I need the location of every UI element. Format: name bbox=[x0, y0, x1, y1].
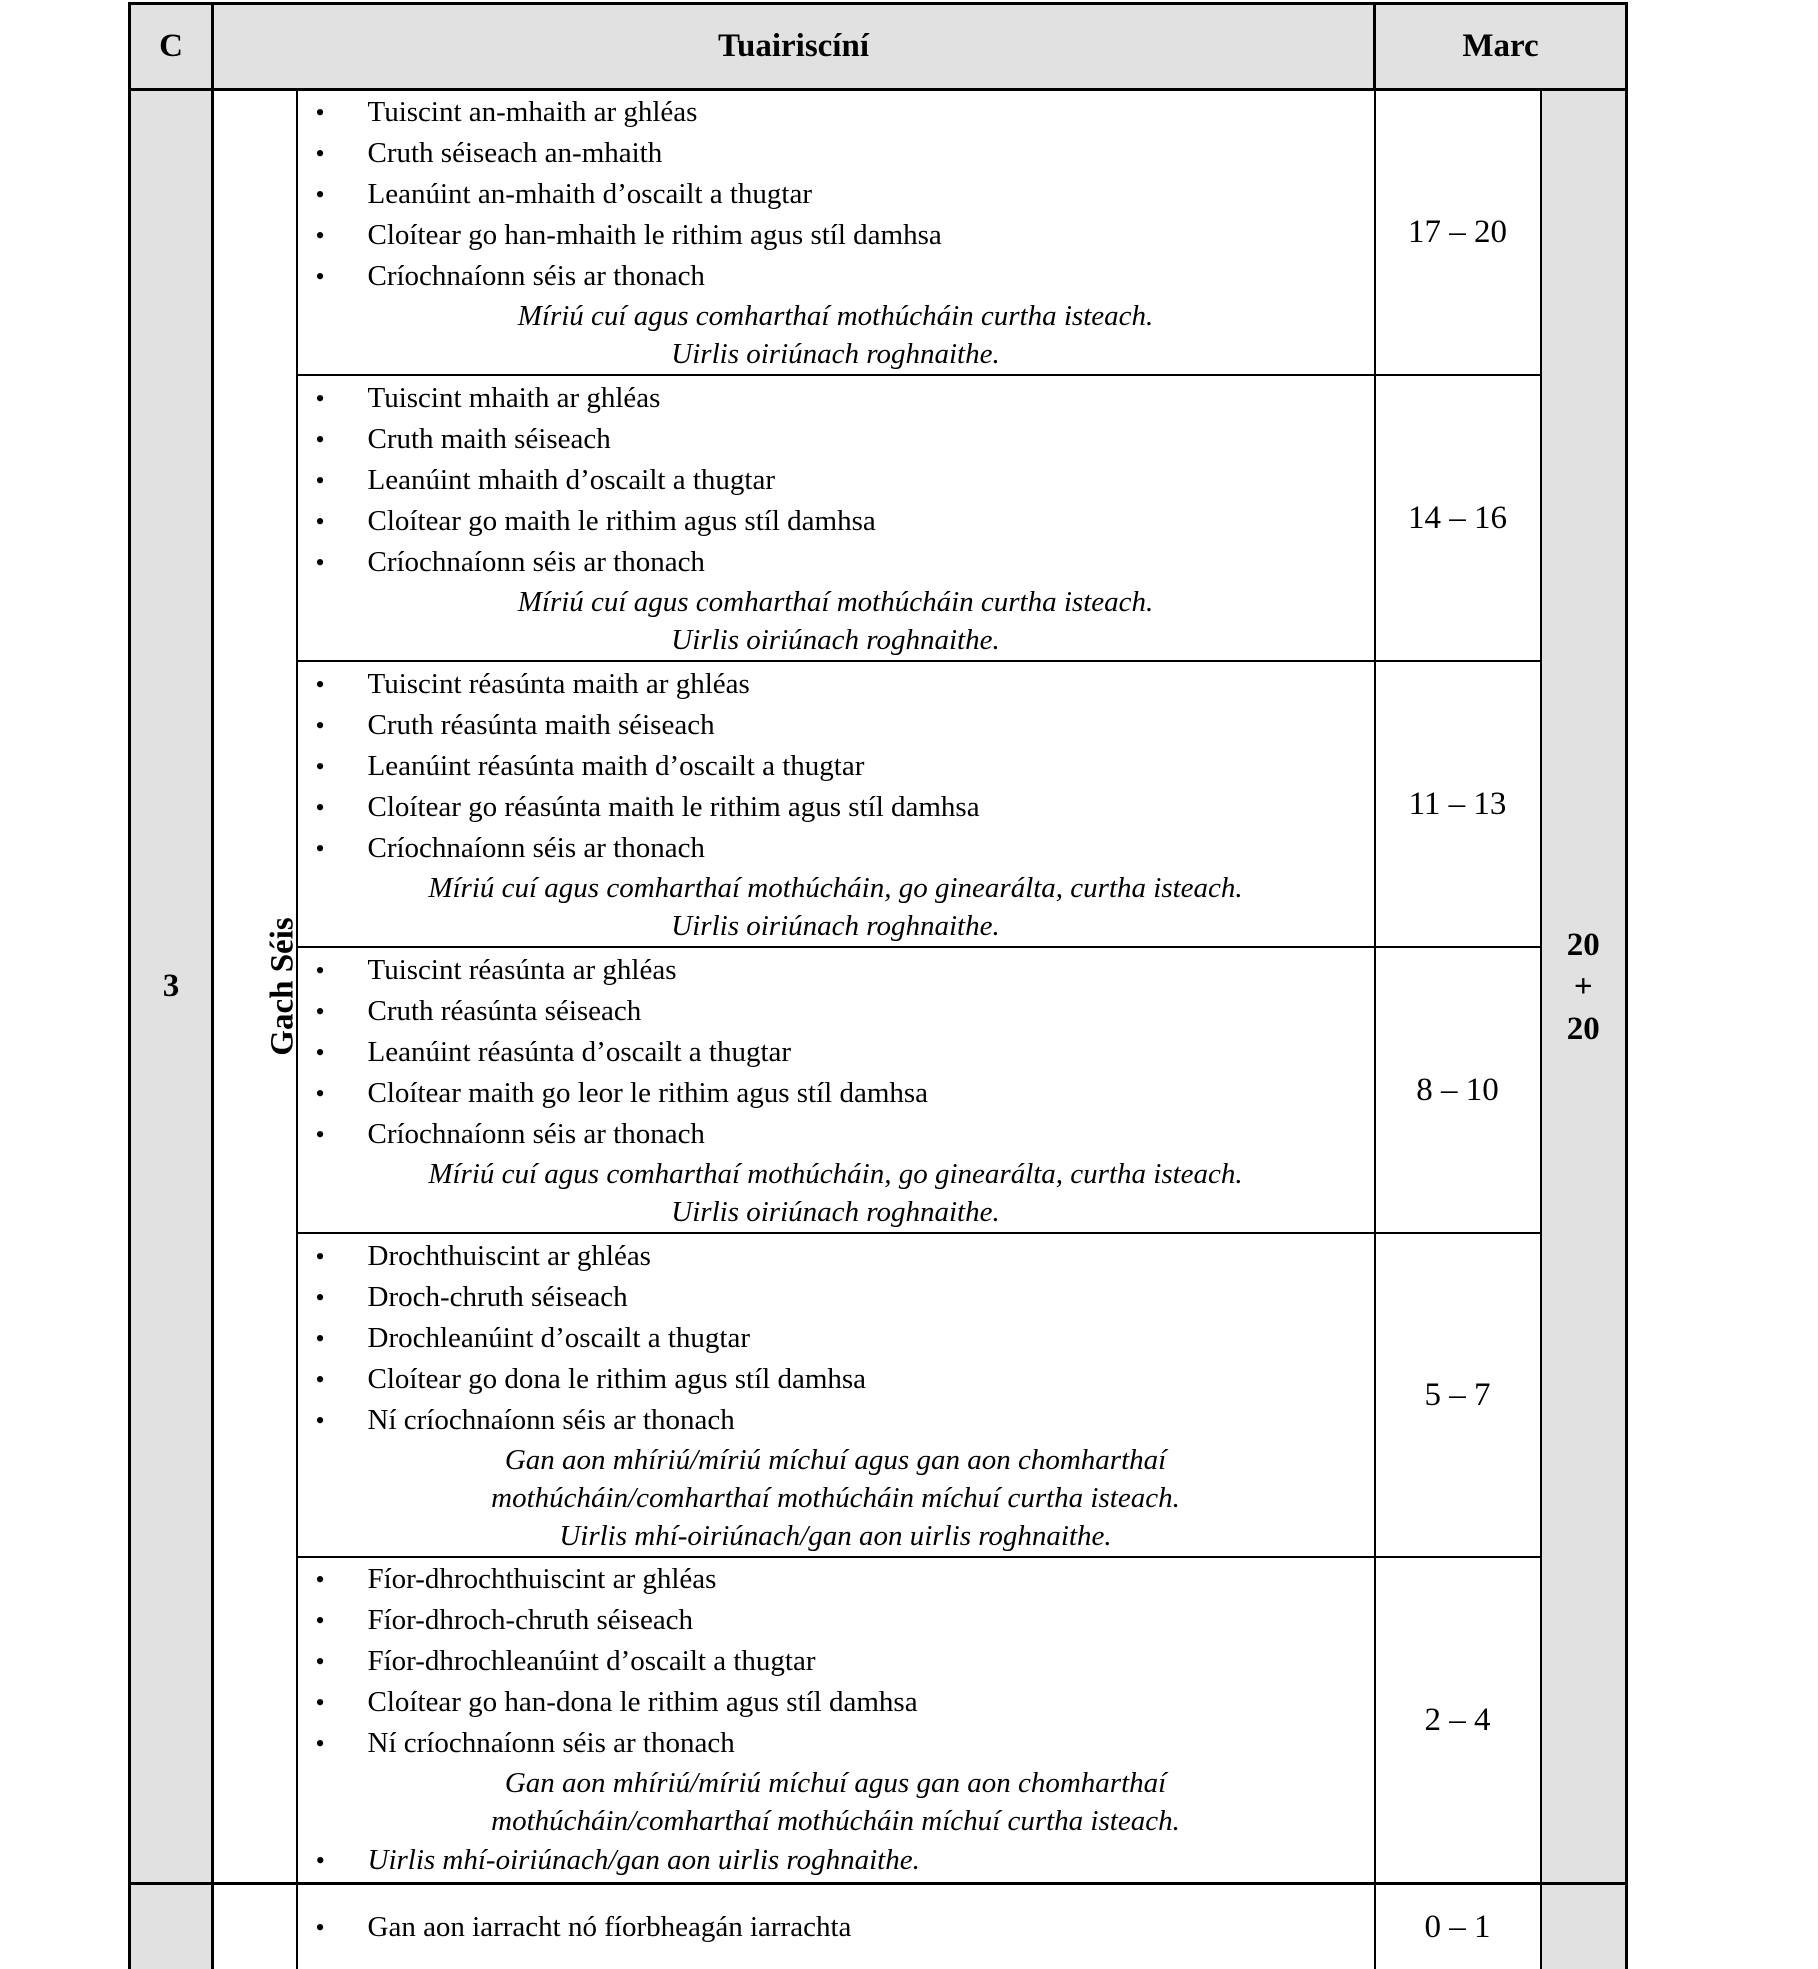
descriptor-item: • Ní críochnaíonn séis ar thonach bbox=[298, 1400, 1374, 1441]
descriptor-item: • Tuiscint mhaith ar ghléas bbox=[298, 378, 1374, 419]
descriptor-item: • Críochnaíonn séis ar thonach bbox=[298, 1114, 1374, 1155]
descriptor-item: • Gan aon iarracht nó fíorbheagán iarrachta bbox=[298, 1907, 1374, 1948]
band-descriptors bbox=[297, 947, 1375, 1233]
descriptor-note: Míriú cuí agus comharthaí mothúcháin, go ginearálta, curtha isteach. bbox=[298, 1155, 1374, 1193]
descriptor-item: • Críochnaíonn séis ar thonach bbox=[298, 542, 1374, 583]
header-question: C bbox=[130, 4, 213, 90]
side-label-cell bbox=[213, 90, 297, 1884]
band-mark: 2 – 4 bbox=[1375, 1557, 1541, 1884]
descriptor-item: • Cruth séiseach an-mhaith bbox=[298, 133, 1374, 174]
band-row bbox=[130, 1557, 1627, 1884]
descriptor-item: • Cloítear go han-mhaith le rithim agus stíl damhsa bbox=[298, 215, 1374, 256]
descriptor-note: mothúcháin/comharthaí mothúcháin míchuí curtha isteach. bbox=[298, 1479, 1374, 1517]
descriptor-note: Míriú cuí agus comharthaí mothúcháin curtha isteach. bbox=[298, 583, 1374, 621]
descriptor-item: • Cruth réasúnta maith séiseach bbox=[298, 705, 1374, 746]
total-plus: + bbox=[1542, 966, 1626, 1008]
band-mark: 11 – 13 bbox=[1375, 661, 1541, 947]
descriptor-item: • Drochleanúint d’oscailt a thugtar bbox=[298, 1318, 1374, 1359]
band-mark: 0 – 1 bbox=[1375, 1884, 1541, 1969]
total-bottom: 20 bbox=[1542, 1008, 1626, 1050]
side-label: Gach Séis bbox=[265, 917, 302, 1055]
zero-band-row bbox=[130, 1884, 1627, 1969]
band-row bbox=[130, 1233, 1627, 1557]
band-descriptors bbox=[297, 1233, 1375, 1557]
descriptor-item: • Tuiscint réasúnta maith ar ghléas bbox=[298, 664, 1374, 705]
descriptor-item: • Cruth maith séiseach bbox=[298, 419, 1374, 460]
descriptor-note: Uirlis oiriúnach roghnaithe. bbox=[298, 907, 1374, 945]
header-row bbox=[130, 4, 1627, 90]
band-row bbox=[130, 90, 1627, 376]
descriptor-item: • Cloítear go maith le rithim agus stíl damhsa bbox=[298, 501, 1374, 542]
band-mark: 5 – 7 bbox=[1375, 1233, 1541, 1557]
descriptor-item: • Ní críochnaíonn séis ar thonach bbox=[298, 1723, 1374, 1764]
descriptor-note: mothúcháin/comharthaí mothúcháin míchuí curtha isteach. bbox=[298, 1802, 1374, 1840]
descriptor-note: Gan aon mhíriú/míriú míchuí agus gan aon chomharthaí bbox=[298, 1764, 1374, 1802]
descriptor-item: • Tuiscint an-mhaith ar ghléas bbox=[298, 92, 1374, 133]
descriptor-note: Míriú cuí agus comharthaí mothúcháin, go ginearálta, curtha isteach. bbox=[298, 869, 1374, 907]
band-mark: 17 – 20 bbox=[1375, 90, 1541, 376]
descriptor-item: • Leanúint mhaith d’oscailt a thugtar bbox=[298, 460, 1374, 501]
band-row bbox=[130, 375, 1627, 661]
question-number: 3 bbox=[130, 90, 213, 1884]
empty-side-cell bbox=[213, 1884, 297, 1969]
descriptor-item: • Drochthuiscint ar ghléas bbox=[298, 1236, 1374, 1277]
descriptor-item: • Fíor-dhrochleanúint d’oscailt a thugtar bbox=[298, 1641, 1374, 1682]
total-top: 20 bbox=[1542, 924, 1626, 966]
header-mark: Marc bbox=[1375, 4, 1627, 90]
descriptor-item: • Leanúint réasúnta d’oscailt a thugtar bbox=[298, 1032, 1374, 1073]
header-descriptors: Tuairiscíní bbox=[213, 4, 1375, 90]
descriptor-note: Uirlis oiriúnach roghnaithe. bbox=[298, 621, 1374, 659]
empty-total-cell bbox=[1541, 1884, 1627, 1969]
band-descriptors bbox=[297, 1884, 1375, 1969]
descriptor-item: • Leanúint an-mhaith d’oscailt a thugtar bbox=[298, 174, 1374, 215]
descriptor-item: • Cloítear go dona le rithim agus stíl damhsa bbox=[298, 1359, 1374, 1400]
descriptor-item: • Críochnaíonn séis ar thonach bbox=[298, 256, 1374, 297]
marking-scheme-table bbox=[128, 2, 1628, 1969]
descriptor-note: Uirlis oiriúnach roghnaithe. bbox=[298, 335, 1374, 373]
descriptor-item: • Críochnaíonn séis ar thonach bbox=[298, 828, 1374, 869]
empty-question-cell bbox=[130, 1884, 213, 1969]
descriptor-note: Uirlis oiriúnach roghnaithe. bbox=[298, 1193, 1374, 1231]
descriptor-item: • Cloítear maith go leor le rithim agus stíl damhsa bbox=[298, 1073, 1374, 1114]
descriptor-item: • Droch-chruth séiseach bbox=[298, 1277, 1374, 1318]
band-mark: 8 – 10 bbox=[1375, 947, 1541, 1233]
band-row bbox=[130, 661, 1627, 947]
descriptor-item: • Fíor-dhroch-chruth séiseach bbox=[298, 1600, 1374, 1641]
descriptor-item: • Uirlis mhí-oiriúnach/gan aon uirlis roghnaithe. bbox=[298, 1840, 1374, 1881]
band-descriptors bbox=[297, 375, 1375, 661]
descriptor-item: • Cloítear go réasúnta maith le rithim agus stíl damhsa bbox=[298, 787, 1374, 828]
descriptor-item: • Fíor-dhrochthuiscint ar ghléas bbox=[298, 1559, 1374, 1600]
band-row bbox=[130, 947, 1627, 1233]
descriptor-item: • Leanúint réasúnta maith d’oscailt a thugtar bbox=[298, 746, 1374, 787]
descriptor-note: Gan aon mhíriú/míriú míchuí agus gan aon chomharthaí bbox=[298, 1441, 1374, 1479]
descriptor-note: Uirlis mhí-oiriúnach/gan aon uirlis roghnaithe. bbox=[298, 1517, 1374, 1555]
band-descriptors bbox=[297, 90, 1375, 376]
band-descriptors bbox=[297, 1557, 1375, 1884]
total-mark bbox=[1541, 90, 1627, 1884]
band-descriptors bbox=[297, 661, 1375, 947]
descriptor-note: Míriú cuí agus comharthaí mothúcháin curtha isteach. bbox=[298, 297, 1374, 335]
descriptor-item: • Tuiscint réasúnta ar ghléas bbox=[298, 950, 1374, 991]
band-mark: 14 – 16 bbox=[1375, 375, 1541, 661]
descriptor-item: • Cruth réasúnta séiseach bbox=[298, 991, 1374, 1032]
descriptor-item: • Cloítear go han-dona le rithim agus stíl damhsa bbox=[298, 1682, 1374, 1723]
